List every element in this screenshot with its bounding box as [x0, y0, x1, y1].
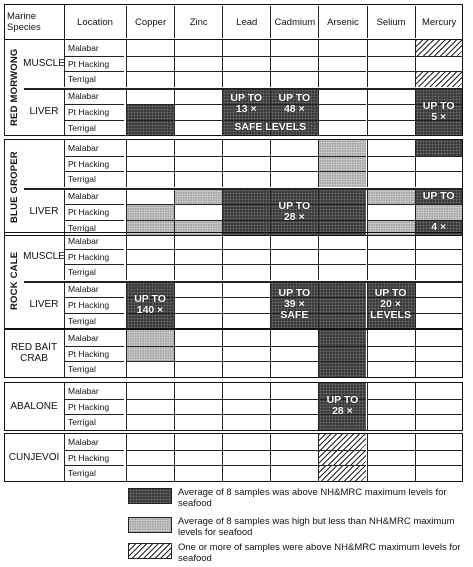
species-block	[4, 39, 463, 136]
location-label: Terrigal	[64, 361, 124, 377]
location-label: Malabar	[64, 189, 124, 205]
annotation-line: 39 ×	[283, 298, 305, 311]
location-label: Malabar	[64, 140, 124, 156]
metal-header-selium: Selium	[367, 6, 415, 38]
annotation-line: SAFE LEVELS	[234, 120, 307, 133]
tissue-label: RED BAIT CRAB	[10, 342, 58, 365]
annotation-line: SAFE	[280, 309, 309, 322]
species-label: ROCK CALE	[4, 233, 24, 328]
annotation-line: 28 ×	[332, 405, 353, 418]
annotation-line: UP TO	[230, 92, 263, 104]
metal-header-copper: Copper	[126, 6, 174, 38]
annotation-line: UP TO	[422, 99, 455, 112]
annotation-line: 5 ×	[431, 110, 447, 123]
tissue-label: CUNJEVOI	[8, 451, 60, 463]
annotation-line: UP TO	[422, 189, 455, 202]
location-label: Pt Hacking	[64, 450, 124, 466]
species-block	[4, 433, 463, 482]
location-label: Terrigal	[64, 313, 124, 329]
location-label: Malabar	[64, 330, 124, 346]
tissue-label: LIVER	[29, 206, 59, 218]
location-label: Pt Hacking	[64, 104, 124, 120]
location-label: Pt Hacking	[64, 156, 124, 172]
annotation-line: 20 ×	[380, 298, 401, 311]
species-block	[4, 232, 463, 329]
tissue-label: LIVER	[29, 106, 59, 118]
location-label: Pt Hacking	[64, 249, 124, 265]
location-label: Terrigal	[64, 120, 124, 136]
location-label: Malabar	[64, 40, 124, 56]
location-divider	[64, 4, 65, 40]
tissue-label: ABALONE	[10, 400, 58, 412]
location-label: Terrigal	[64, 71, 124, 87]
species-block	[4, 329, 463, 378]
legend-text: Average of 8 samples was high but less than NH&MRC maximum levels for seafood	[178, 516, 455, 538]
location-label: Pt Hacking	[64, 297, 124, 313]
annotation-line: UP TO	[326, 394, 359, 407]
location-label: Terrigal	[64, 264, 124, 280]
annotation-line: UP TO	[374, 287, 407, 300]
annotation-line: 4 ×	[431, 220, 447, 233]
annotation-line: LEVELS	[370, 309, 411, 322]
metal-header-lead: Lead	[222, 6, 270, 38]
location-header: Location	[77, 16, 113, 28]
tissue-label: LIVER	[29, 299, 59, 311]
metal-header-arsenic: Arsenic	[318, 6, 366, 38]
annotation-line: UP TO	[278, 92, 311, 104]
location-label: Malabar	[64, 89, 124, 105]
location-label: Malabar	[64, 434, 124, 450]
tissue-label: MUSCLE	[23, 250, 65, 262]
location-label: Malabar	[64, 282, 124, 298]
legend-text: Average of 8 samples was above NH&MRC maximum levels for seafood	[178, 487, 447, 509]
metal-header-zinc: Zinc	[174, 6, 222, 38]
annotation-line: 48 ×	[283, 103, 305, 115]
species-header: Marine Species	[7, 11, 41, 33]
location-label: Pt Hacking	[64, 399, 124, 415]
tissue-label: MUSCLE	[23, 57, 65, 69]
legend-swatch-dark	[128, 488, 172, 504]
location-label: Terrigal	[64, 465, 124, 481]
location-label: Pt Hacking	[64, 204, 124, 220]
annotation-line: UP TO	[278, 199, 311, 212]
location-label: Malabar	[64, 383, 124, 399]
species-block	[4, 382, 463, 431]
metal-header-cadmium: Cadmium	[270, 6, 318, 38]
annotation-line: UP TO	[134, 292, 166, 305]
species-block	[4, 139, 463, 236]
location-label: Malabar	[64, 233, 124, 249]
legend-swatch-hatch	[128, 543, 172, 559]
location-label: Pt Hacking	[64, 346, 124, 362]
legend-text: One or more of samples were above NH&MRC maximum levels for seafood	[178, 542, 461, 564]
species-label: RED MORWONG	[4, 40, 24, 135]
location-label: Pt Hacking	[64, 56, 124, 72]
location-label: Terrigal	[64, 220, 124, 236]
annotation-line: 13 ×	[235, 103, 257, 115]
annotation-line: 28 ×	[283, 210, 305, 223]
location-label: Terrigal	[64, 171, 124, 187]
species-label: BLUE GROPER	[4, 140, 24, 235]
legend-swatch-light	[128, 517, 172, 533]
annotation-line: 140 ×	[136, 303, 164, 316]
metal-header-mercury: Mercury	[415, 6, 463, 38]
annotation-line: UP TO	[278, 287, 311, 300]
location-label: Terrigal	[64, 414, 124, 430]
